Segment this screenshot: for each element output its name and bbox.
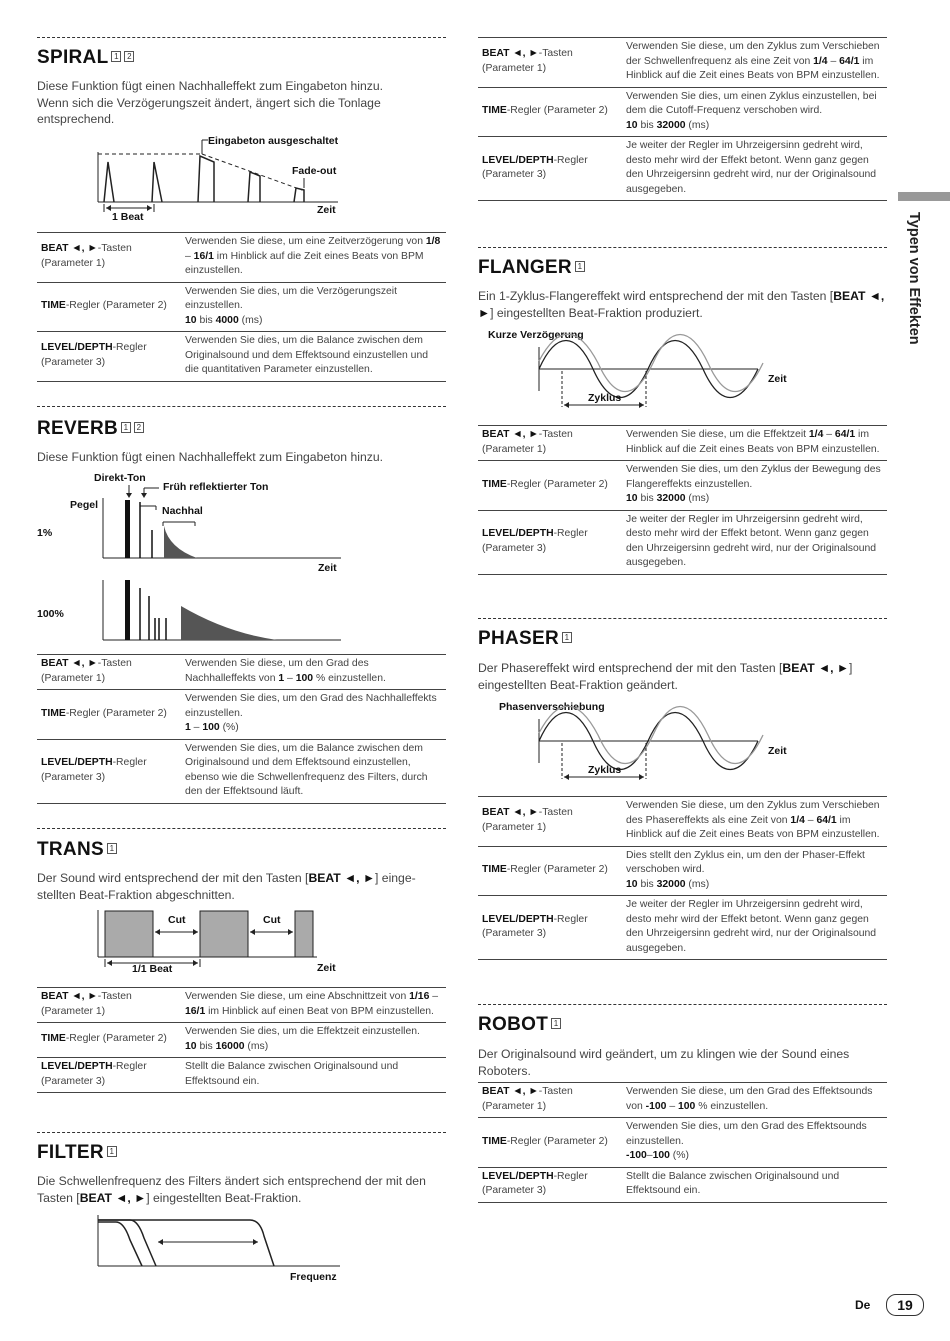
table-row: TIME-Regler (Parameter 2) Dies stellt den Zyklus ein, um den der Phaser-Effekt verschoben wird. 10 bis 32000 (ms) (478, 846, 887, 896)
svg-text:1%: 1% (37, 527, 53, 539)
svg-text:Eingabeton ausgeschaltet: Eingabeton ausgeschaltet (208, 135, 339, 147)
page-number: 19 (886, 1294, 924, 1316)
section-title-flanger: FLANGER 1 (478, 257, 585, 279)
section-title-reverb: REVERB 1 2 (37, 418, 144, 440)
svg-text:100%: 100% (37, 608, 64, 620)
section-divider (478, 1004, 887, 1005)
section-divider (478, 247, 887, 248)
svg-text:Nachhal: Nachhal (162, 505, 203, 517)
section-title-phaser: PHASER 1 (478, 628, 572, 650)
table-row: BEAT ◄, ►-Tasten (Parameter 1) Verwenden Sie diese, um eine Abschnittzeit von 1/16 – 16/1 im Hinblick auf einen Beat von BPM einzustellen. (37, 988, 446, 1023)
footer-language: De (855, 1298, 871, 1312)
svg-text:Cut: Cut (263, 914, 281, 926)
sidebar-tab-marker (898, 192, 950, 201)
svg-text:1 Beat: 1 Beat (112, 211, 144, 223)
spiral-intro: Diese Funktion fügt einen Nachhalleffekt zum Eingabeton hinzu. Wenn sich die Verzögerungszeit ändert, ängert sich die Tonlage entsprechend. (37, 79, 383, 126)
table-row: BEAT ◄, ►-Tasten (Parameter 1) Verwenden Sie diese, um den Zyklus zum Verschieben des Phasereffekts als eine Zeit von 1/4 – 64/1 im Hinblick auf die Zeit eines Beats von BPM einzustellen. (478, 797, 887, 847)
table-row: LEVEL/DEPTH-Regler (Parameter 3) Stellt die Balance zwischen Originalsound und Effektsound ein. (478, 1167, 887, 1202)
table-row: BEAT ◄, ►-Tasten (Parameter 1) Verwenden Sie diese, um den Zyklus zum Verschieben der Schwellenfrequenz als eine Zeit von 1/4 – 64/1 im Hinblick auf die Zeit eines Beats von BPM einzustellen. (478, 38, 887, 88)
spiral-param-table (37, 232, 446, 382)
svg-text:Pegel: Pegel (70, 499, 99, 511)
table-row: BEAT ◄, ►-Tasten (Parameter 1) Verwenden Sie diese, um den Grad des Effektsounds von -100 – 100 % einzustellen. (478, 1083, 887, 1118)
svg-text:Fade-out: Fade-out (292, 165, 337, 177)
table-row: TIME-Regler (Parameter 2) Verwenden Sie dies, um die Verzögerungszeit einzustellen. 10 bis 4000 (ms) (37, 282, 446, 332)
sidebar-title: Typen von Effekten (906, 212, 922, 345)
phaser-diagram (478, 697, 808, 783)
section-title-filter: FILTER 1 (37, 1142, 117, 1164)
spiral-diagram (90, 132, 350, 224)
reverb-param-table (37, 654, 446, 804)
reverb-intro: Diese Funktion fügt einen Nachhalleffekt zum Eingabeton hinzu. (37, 450, 383, 464)
table-row: LEVEL/DEPTH-Regler (Parameter 3) Je weiter der Regler im Uhrzeigersinn gedreht wird, desto mehr wird der Effekt betont. Wenn ganz gegen den Uhrzeigersinn gedreht wird, nur der Originalsound ausgegeben. (478, 137, 887, 201)
filter-diagram (90, 1210, 350, 1286)
table-row: BEAT ◄, ►-Tasten (Parameter 1) Verwenden Sie diese, um die Effektzeit 1/4 – 64/1 im Hinblick auf die Zeit eines Beats von BPM einzustellen. (478, 426, 887, 461)
table-row: BEAT ◄, ►-Tasten (Parameter 1) Verwenden Sie diese, um den Grad des Nachhalleffekts von 1 – 100 % einzustellen. (37, 655, 446, 690)
section-title-robot: ROBOT 1 (478, 1014, 561, 1036)
table-row: TIME-Regler (Parameter 2) Verwenden Sie dies, um den Zyklus der Bewegung des Flangereffekts einzustellen. 10 bis 32000 (ms) (478, 461, 887, 511)
svg-text:Zyklus: Zyklus (588, 764, 622, 776)
robot-intro: Der Originalsound wird geändert, um zu klingen wie der Sound eines Roboters. (478, 1047, 850, 1078)
filter-param-table (478, 37, 887, 201)
section-divider (37, 37, 446, 38)
robot-param-table (478, 1082, 887, 1203)
section-divider (478, 618, 887, 619)
svg-text:Zeit: Zeit (317, 204, 336, 216)
trans-diagram (95, 905, 355, 980)
svg-text:Cut: Cut (168, 914, 186, 926)
table-row: LEVEL/DEPTH-Regler (Parameter 3) Verwenden Sie dies, um die Balance zwischen dem Originalsound und dem Effektsound einzustellen, ebenso wie die Schwellenfrequenz des Filters, durch den der Effektsound läuft. (37, 739, 446, 803)
table-row: TIME-Regler (Parameter 2) Verwenden Sie dies, um einen Zyklus einzustellen, bei dem die Cutoff-Frequenz verschoben wird. 10 bis 32000 (ms) (478, 87, 887, 137)
table-row: BEAT ◄, ►-Tasten (Parameter 1) Verwenden Sie diese, um eine Zeitverzögerung von 1/8 – 16/1 im Hinblick auf die Zeit eines Beats von BPM einzustellen. (37, 233, 446, 283)
svg-text:Zeit: Zeit (317, 962, 336, 974)
svg-text:Kurze Verzögerung: Kurze Verzögerung (488, 329, 584, 341)
filter-intro: Die Schwellenfrequenz des Filters ändert sich entsprechend der mit den Tasten [BEAT ◄, ►] eingestellten Beat-Fraktion. (37, 1174, 426, 1205)
flanger-intro: Ein 1-Zyklus-Flangereffekt wird entsprechend der mit den Tasten [BEAT ◄, ►] eingestellten Beat-Fraktion produziert. (478, 289, 885, 320)
table-row: TIME-Regler (Parameter 2) Verwenden Sie dies, um die Effektzeit einzustellen. 10 bis 16000 (ms) (37, 1023, 446, 1058)
flanger-diagram (478, 325, 808, 411)
trans-param-table (37, 987, 446, 1093)
svg-text:Direkt-Ton: Direkt-Ton (94, 472, 146, 484)
svg-text:Früh reflektierter Ton: Früh reflektierter Ton (163, 481, 269, 493)
section-title-spiral: SPIRAL 1 2 (37, 47, 134, 69)
svg-text:Phasenverschiebung: Phasenverschiebung (499, 701, 605, 713)
section-title-trans: TRANS 1 (37, 839, 117, 861)
svg-text:1/1 Beat: 1/1 Beat (132, 963, 173, 975)
table-row: LEVEL/DEPTH-Regler (Parameter 3) Je weiter der Regler im Uhrzeigersinn gedreht wird, desto mehr wird der Effekt betont. Wenn ganz gegen den Uhrzeigersinn gedreht wird, nur der Originalsound ausgegeben. (478, 510, 887, 574)
table-row: LEVEL/DEPTH-Regler (Parameter 3) Stellt die Balance zwischen Originalsound und Effektsound ein. (37, 1058, 446, 1093)
phaser-param-table (478, 796, 887, 960)
section-divider (37, 828, 446, 829)
svg-text:Zeit: Zeit (768, 373, 787, 385)
section-divider (37, 406, 446, 407)
phaser-intro: Der Phasereffekt wird entsprechend der mit den Tasten [BEAT ◄, ►] eingestellten Beat-Fraktion geändert. (478, 661, 853, 692)
section-divider (37, 1132, 446, 1133)
reverb-diagram (37, 468, 357, 648)
flanger-param-table (478, 425, 887, 575)
svg-text:Zyklus: Zyklus (588, 392, 622, 404)
table-row: TIME-Regler (Parameter 2) Verwenden Sie dies, um den Grad des Effektsounds einzustellen. -100–100 (%) (478, 1118, 887, 1168)
trans-intro: Der Sound wird entsprechend der mit den Tasten [BEAT ◄, ►] einge-stellten Beat-Fraktion abgeschnitten. (37, 871, 416, 902)
table-row: LEVEL/DEPTH-Regler (Parameter 3) Je weiter der Regler im Uhrzeigersinn gedreht wird, desto mehr wird der Effekt betont. Wenn ganz gegen den Uhrzeigersinn gedreht wird, nur der Originalsound ausgegeben. (478, 896, 887, 960)
table-row: LEVEL/DEPTH-Regler (Parameter 3) Verwenden Sie dies, um die Balance zwischen dem Originalsound und dem Effektsound einzustellen und die quantitativen Parameter einzustellen. (37, 332, 446, 382)
svg-text:Zeit: Zeit (318, 562, 337, 574)
table-row: TIME-Regler (Parameter 2) Verwenden Sie dies, um den Grad des Nachhalleffekts einzustellen. 1 – 100 (%) (37, 690, 446, 740)
svg-text:Frequenz: Frequenz (290, 1271, 337, 1283)
svg-text:Zeit: Zeit (768, 745, 787, 757)
